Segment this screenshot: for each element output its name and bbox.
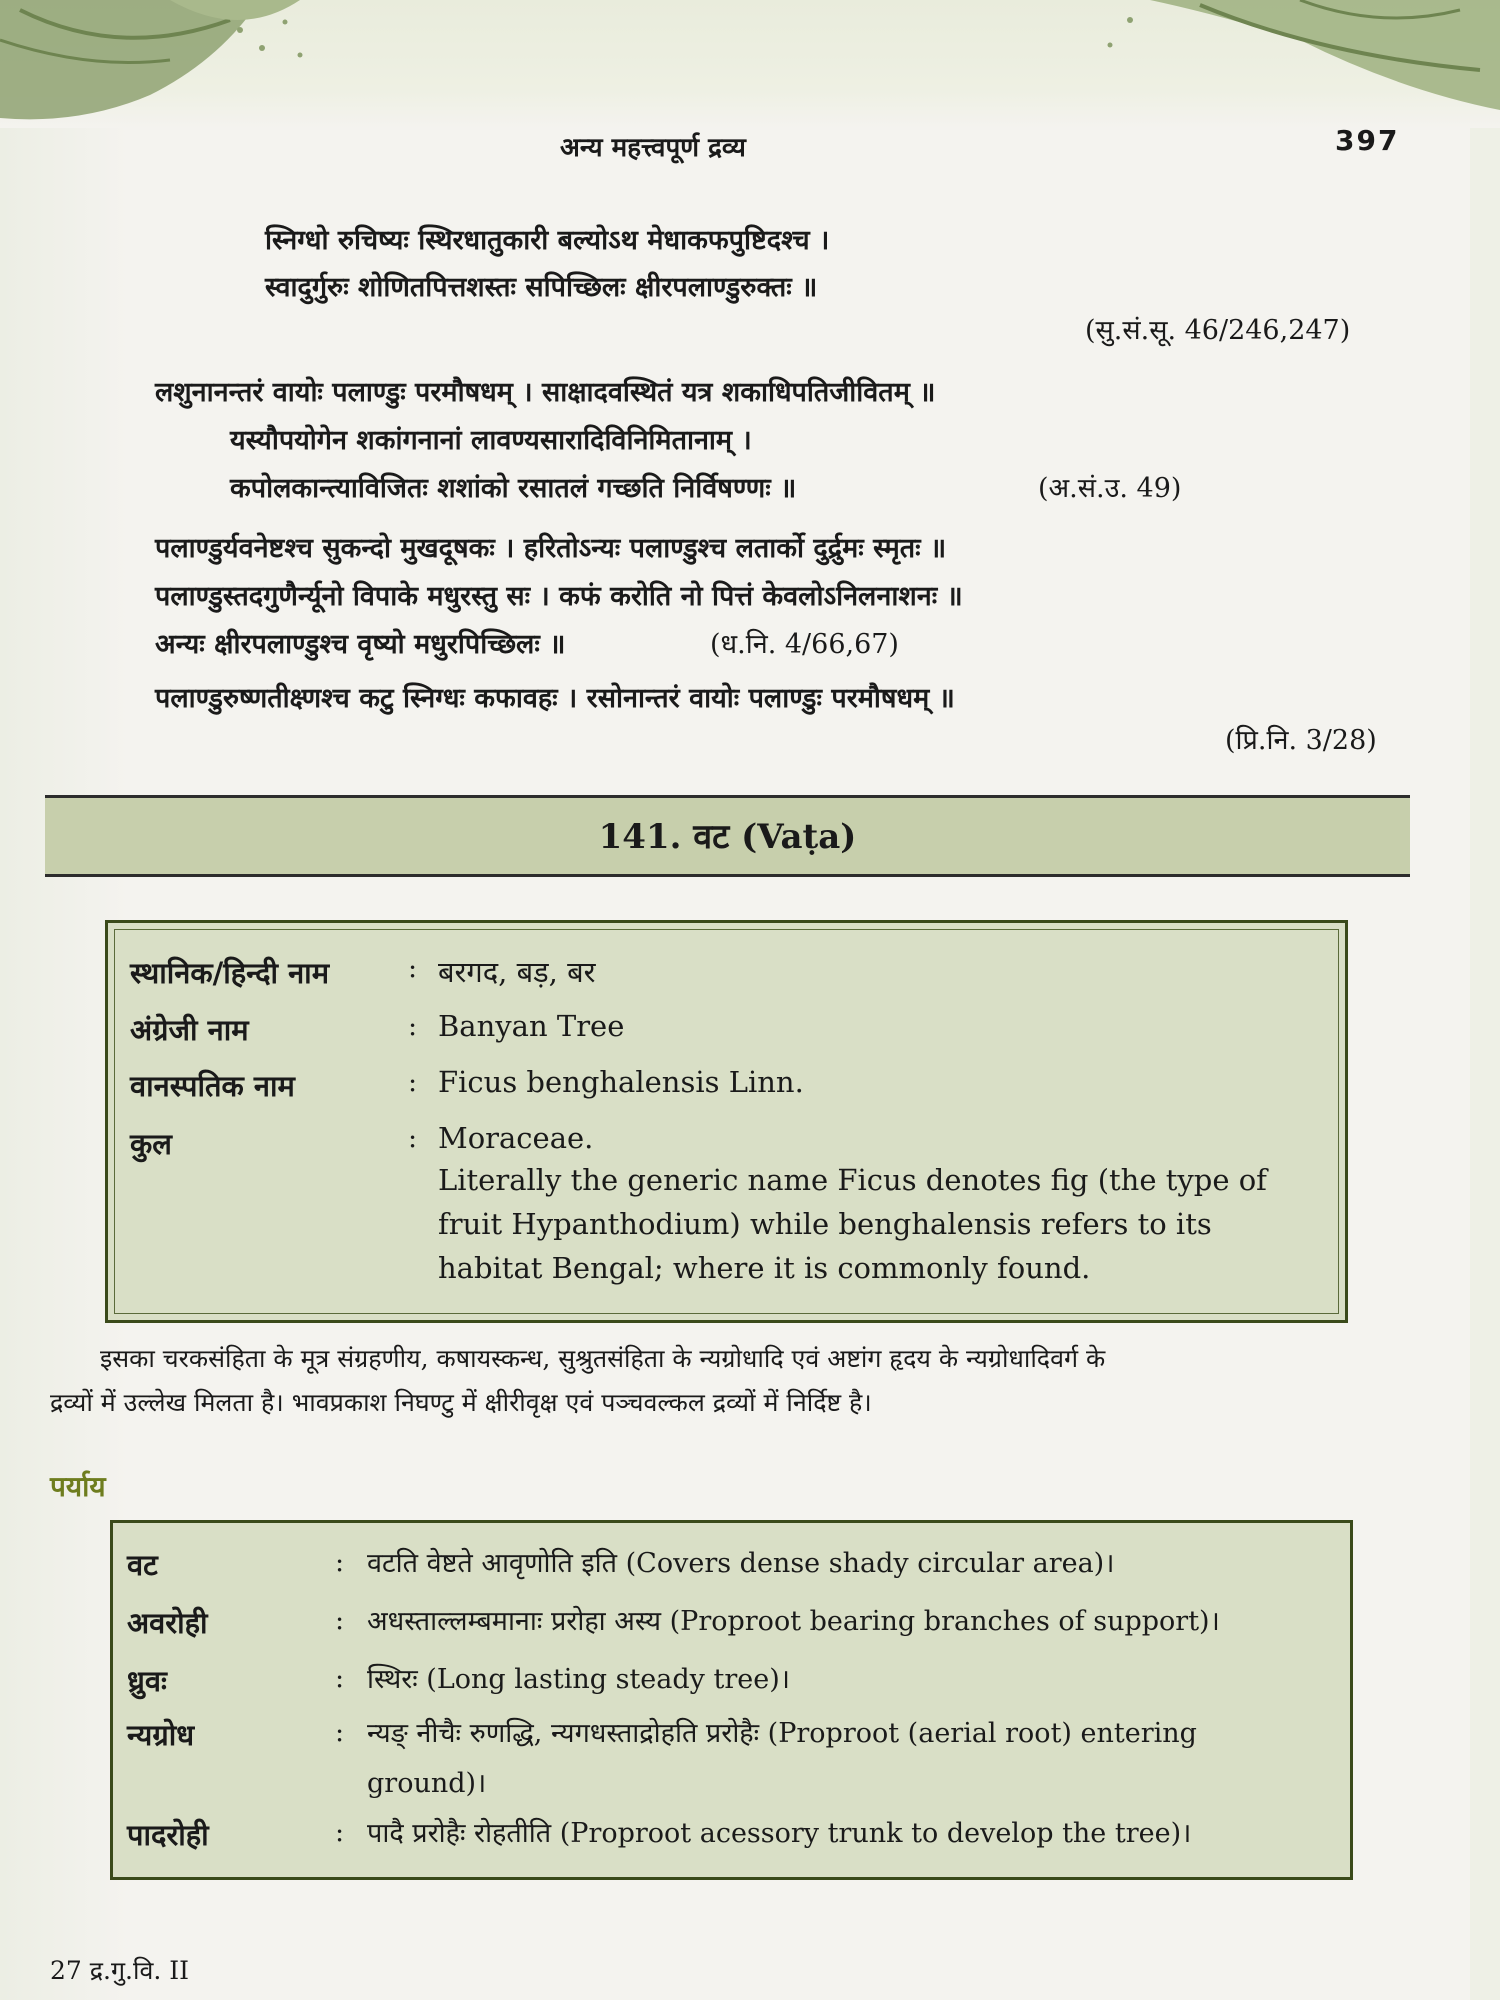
synonym-term: वट	[127, 1548, 158, 1582]
info-label-botanical-name: वानस्पतिक नाम	[130, 1069, 295, 1103]
info-colon: :	[408, 1123, 418, 1154]
running-header-title: अन्य महत्त्वपूर्ण द्रव्य	[560, 133, 746, 163]
info-value-botanical-name: Ficus benghalensis Linn.	[438, 1065, 804, 1099]
synonym-colon: :	[335, 1547, 345, 1578]
info-colon: :	[408, 953, 418, 984]
verse-reference-4: (प्रि.नि. 3/28)	[1225, 725, 1377, 756]
synonym-text-continued: ground)।	[367, 1768, 487, 1799]
section-title: 141. वट (Vaṭa)	[598, 817, 857, 857]
info-colon: :	[408, 1011, 418, 1042]
info-value-hindi-name: बरगद, बड़, बर	[438, 955, 596, 989]
verse-line-9: पलाण्डुरुष्णतीक्ष्णश्च कटु स्निग्धः कफावहः । रसोनान्तरं वायोः पलाण्डुः परमौषधम् ॥	[155, 683, 955, 714]
right-margin-band	[1470, 128, 1500, 2000]
synonym-term: पादरोही	[127, 1818, 209, 1852]
synonym-term: ध्रुवः	[127, 1664, 167, 1698]
verse-line-4: यस्यौपयोगेन शकांगनानां लावण्यसारादिविनिमितानाम् ।	[230, 425, 752, 456]
plant-info-box	[105, 920, 1348, 1323]
info-label-english-name: अंग्रेजी नाम	[130, 1013, 249, 1047]
leaf-illustration-icon	[0, 0, 1500, 128]
verse-line-6: पलाण्डुर्यवनेष्टश्च सुकन्दो मुखदूषकः । हरितोऽन्यः पलाण्डुश्च लतार्को दुर्द्रुमः स्मृतः ॥	[155, 533, 947, 564]
page-footer: 27 द्र.गु.वि. II	[50, 1956, 190, 1985]
verse-line-1: स्निग्धो रुचिष्यः स्थिरधातुकारी बल्योऽथ मेधाकफपुष्टिदश्च ।	[265, 225, 830, 256]
synonym-text: पादै प्ररोहैः रोहतीति (Proproot acessory trunk to develop the tree)।	[367, 1818, 1192, 1849]
synonym-colon: :	[335, 1663, 345, 1694]
synonym-term: न्यग्रोध	[127, 1718, 195, 1752]
verse-line-3: लशुनानन्तरं वायोः पलाण्डुः परमौषधम् । साक्षादवस्थितं यत्र शकाधिपतिजीवितम् ॥	[155, 377, 936, 408]
info-note-line-3: habitat Bengal; where it is commonly found.	[438, 1251, 1091, 1285]
info-value-english-name: Banyan Tree	[438, 1009, 625, 1043]
decorative-leaf-header	[0, 0, 1500, 128]
synonym-term: अवरोही	[127, 1606, 208, 1640]
verse-line-7: पलाण्डुस्तदगुणैर्न्यूनो विपाके मधुरस्तु सः । कफं करोति नो पित्तं केवलोऽनिलनाशनः ॥	[155, 581, 963, 612]
verse-line-8: अन्यः क्षीरपलाण्डुश्च वृष्यो मधुरपिच्छिलः ॥	[155, 629, 566, 660]
intro-paragraph-line-1: इसका चरकसंहिता के मूत्र संग्रहणीय, कषायस्कन्ध, सुश्रुतसंहिता के न्यग्रोधादि एवं अष्टांग हृदय के न्यग्रोधादिवर्ग के	[100, 1344, 1106, 1373]
synonym-text: वटति वेष्टते आवृणोति इति (Covers dense shady circular area)।	[367, 1548, 1115, 1579]
info-colon: :	[408, 1067, 418, 1098]
verse-line-5: कपोलकान्त्याविजितः शशांको रसातलं गच्छति निर्विषण्णः ॥	[230, 473, 797, 504]
synonyms-box	[110, 1520, 1353, 1880]
synonym-colon: :	[335, 1717, 345, 1748]
synonym-text: अधस्ताल्लम्बमानाः प्ररोहा अस्य (Proproot bearing branches of support)।	[367, 1606, 1220, 1637]
synonym-text: न्यङ् नीचैः रुणद्धि, न्यगधस्ताद्रोहति प्ररोहैः (Proproot (aerial root) entering	[367, 1718, 1197, 1749]
info-label-hindi-name: स्थानिक/हिन्दी नाम	[130, 956, 330, 990]
verse-reference-2: (अ.सं.उ. 49)	[1038, 473, 1182, 504]
synonyms-heading: पर्याय	[50, 1470, 106, 1503]
intro-paragraph-line-2: द्रव्यों में उल्लेख मिलता है। भावप्रकाश निघण्टु में क्षीरीवृक्ष एवं पञ्चवल्कल द्रव्यों में निर्दिष्ट है।	[50, 1388, 872, 1417]
synonym-colon: :	[335, 1605, 345, 1636]
info-note-line-2: fruit Hypanthodium) while benghalensis refers to its	[438, 1207, 1212, 1241]
synonym-text: स्थिरः (Long lasting steady tree)।	[367, 1664, 790, 1695]
info-note-line-1: Literally the generic name Ficus denotes fig (the type of	[438, 1163, 1267, 1197]
page-number: 397	[1335, 124, 1400, 157]
verse-reference-1: (सु.सं.सू. 46/246,247)	[1085, 315, 1351, 346]
verse-reference-3: (ध.नि. 4/66,67)	[710, 629, 899, 660]
synonym-colon: :	[335, 1817, 345, 1848]
verse-line-2: स्वादुर्गुरुः शोणितपित्तशस्तः सपिच्छिलः क्षीरपलाण्डुरुक्तः ॥	[265, 272, 818, 303]
info-value-family: Moraceae.	[438, 1121, 594, 1155]
info-label-family: कुल	[130, 1127, 172, 1161]
section-heading-bar	[45, 795, 1410, 877]
